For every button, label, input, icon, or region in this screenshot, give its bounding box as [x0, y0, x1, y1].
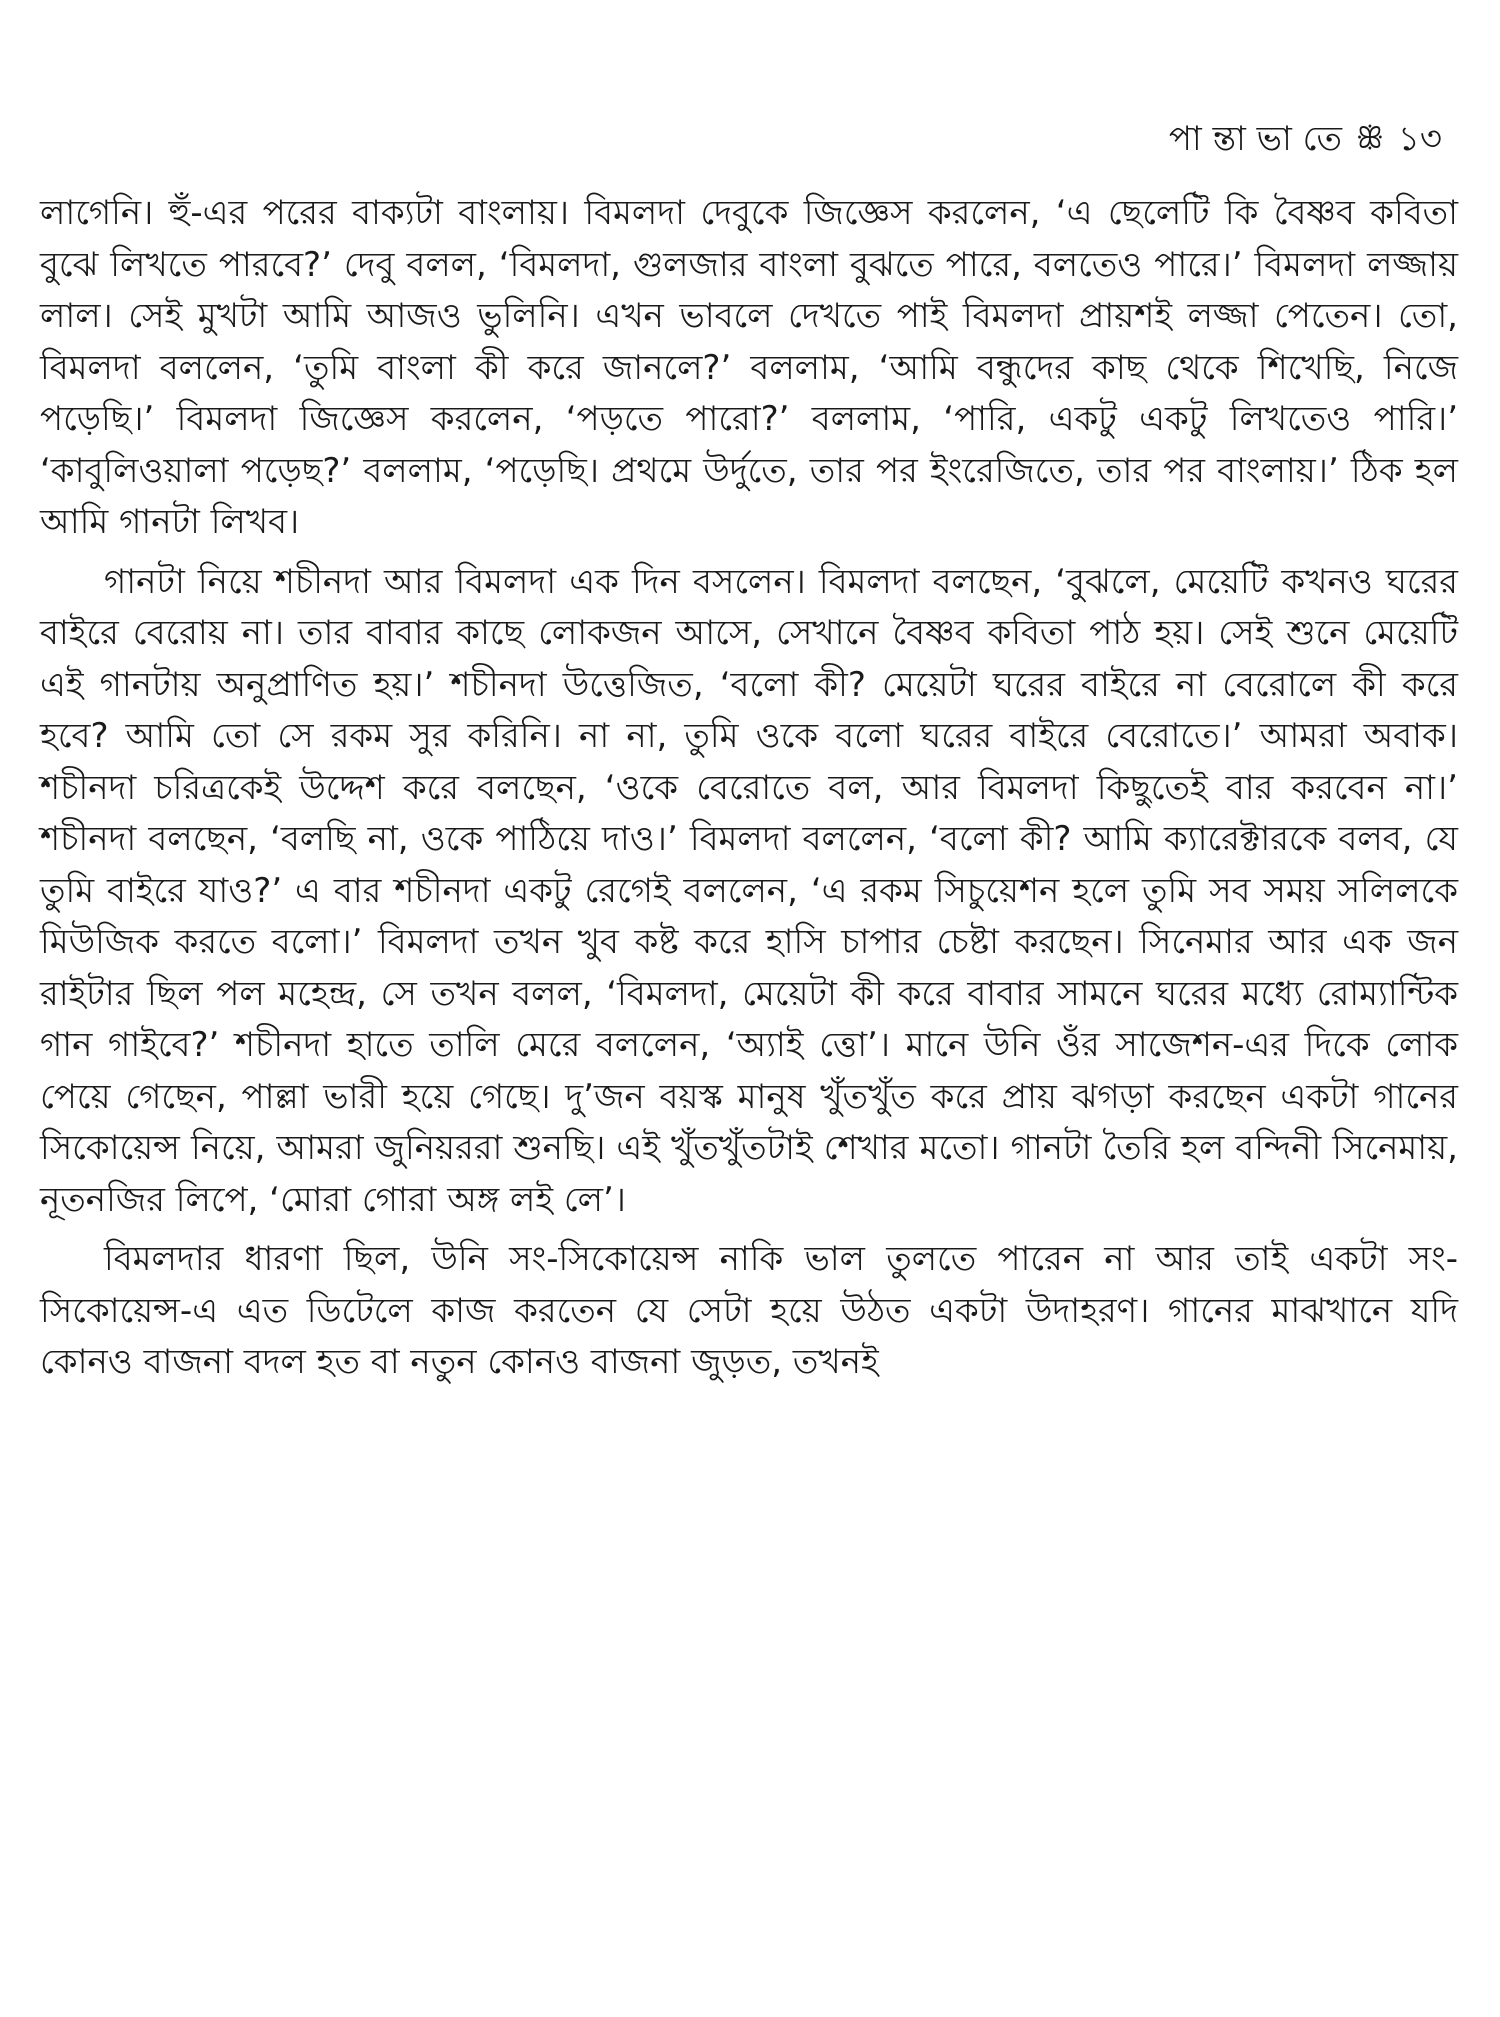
paragraph-2: গানটা নিয়ে শচীনদা আর বিমলদা এক দিন বসলেন। বিমলদা বলছেন, ‘বুঝলে, মেয়েটি কখনও ঘরের বাইরে বেরোয় না। তার বাবার কাছে লোকজন আসে, সেখানে বৈষ্ণব কবিতা পাঠ হয়। সেই শুনে মেয়েটি এই গানটায় অনুপ্রাণিত হয়।’ শচীনদা উত্তেজিত, ‘বলো কী? মেয়েটা ঘরের বাইরে না বেরোলে কী করে হবে? আমি তো সে রকম সুর করিনি। না না, তুমি ওকে বলো ঘরের বাইরে বেরোতে।’ আমরা অবাক। শচীনদা চরিত্রকেই উদ্দেশ করে বলছেন, ‘ওকে বেরোতে বল, আর বিমলদা কিছুতেই বার করবেন না।’ শচীনদা বলছেন, ‘বলছি না, ওকে পাঠিয়ে দাও।’ বিমলদা বললেন, ‘বলো কী? আমি ক্যারেক্টারকে বলব, যে তুমি বাইরে যাও?’ এ বার শচীনদা একটু রেগেই বললেন, ‘এ রকম সিচুয়েশন হলে তুমি সব সময় সলিলকে মিউজিক করতে বলো।’ বিমলদা তখন খুব কষ্ট করে হাসি চাপার চেষ্টা করছেন। সিনেমার আর এক জন রাইটার ছিল পল মহেন্দ্র, সে তখন বলল, ‘বিমলদা, মেয়েটা কী করে বাবার সামনে ঘরের মধ্যে রোম্যান্টিক গান গাইবে?’ শচীনদা হাতে তালি মেরে বললেন, ‘অ্যাই ত্তো’। মানে উনি ওঁর সাজেশন-এর দিকে লোক পেয়ে গেছেন, পাল্লা ভারী হয়ে গেছে। দু’জন বয়স্ক মানুষ খুঁতখুঁত করে প্রায় ঝগড়া করছেন একটা গানের সিকোয়েন্স নিয়ে, আমরা জুনিয়ররা শুনছি। এই খুঁতখুঁতটাই শেখার মতো। গানটা তৈরি হল বন্দিনী সিনেমায়, নূতনজির লিপে, ‘মোরা গোরা অঙ্গ লই লে’। [40, 561, 1458, 1220]
paragraph-3: বিমলদার ধারণা ছিল, উনি সং-সিকোয়েন্স নাকি ভাল তুলতে পারেন না আর তাই একটা সং-সিকোয়েন্স-এ এত ডিটেলে কাজ করতেন যে সেটা হয়ে উঠত একটা উদাহরণ। গানের মাঝখানে যদি কোনও বাজনা বদল হত বা নতুন কোনও বাজনা জুড়ত, তখনই [40, 1239, 1458, 1382]
flower-ornament-icon: ꕥ [1355, 121, 1384, 156]
paragraph-1: লাগেনি। হুঁ-এর পরের বাক্যটা বাংলায়। বিমলদা দেবুকে জিজ্ঞেস করলেন, ‘এ ছেলেটি কি বৈষ্ণব কবিতা বুঝে লিখতে পারবে?’ দেবু বলল, ‘বিমলদা, গুলজার বাংলা বুঝতে পারে, বলতেও পারে।’ বিমলদা লজ্জায় লাল। সেই মুখটা আমি আজও ভুলিনি। এখন ভাবলে দেখতে পাই বিমলদা প্রায়শই লজ্জা পেতেন। তো, বিমলদা বললেন, ‘তুমি বাংলা কী করে জানলে?’ বললাম, ‘আমি বন্ধুদের কাছ থেকে শিখেছি, নিজে পড়েছি।’ বিমলদা জিজ্ঞেস করলেন, ‘পড়তে পারো?’ বললাম, ‘পারি, একটু একটু লিখতেও পারি।’ ‘কাবুলিওয়ালা পড়েছ?’ বললাম, ‘পড়েছি। প্রথমে উর্দুতে, তার পর ইংরেজিতে, তার পর বাংলায়।’ ঠিক হল আমি গানটা লিখব। [40, 193, 1458, 542]
page-number: ১৩ [1397, 119, 1442, 159]
running-title: পা ন্তা ভা তে [1168, 119, 1342, 159]
body-text [40, 188, 1458, 1389]
running-header [1168, 119, 1442, 159]
